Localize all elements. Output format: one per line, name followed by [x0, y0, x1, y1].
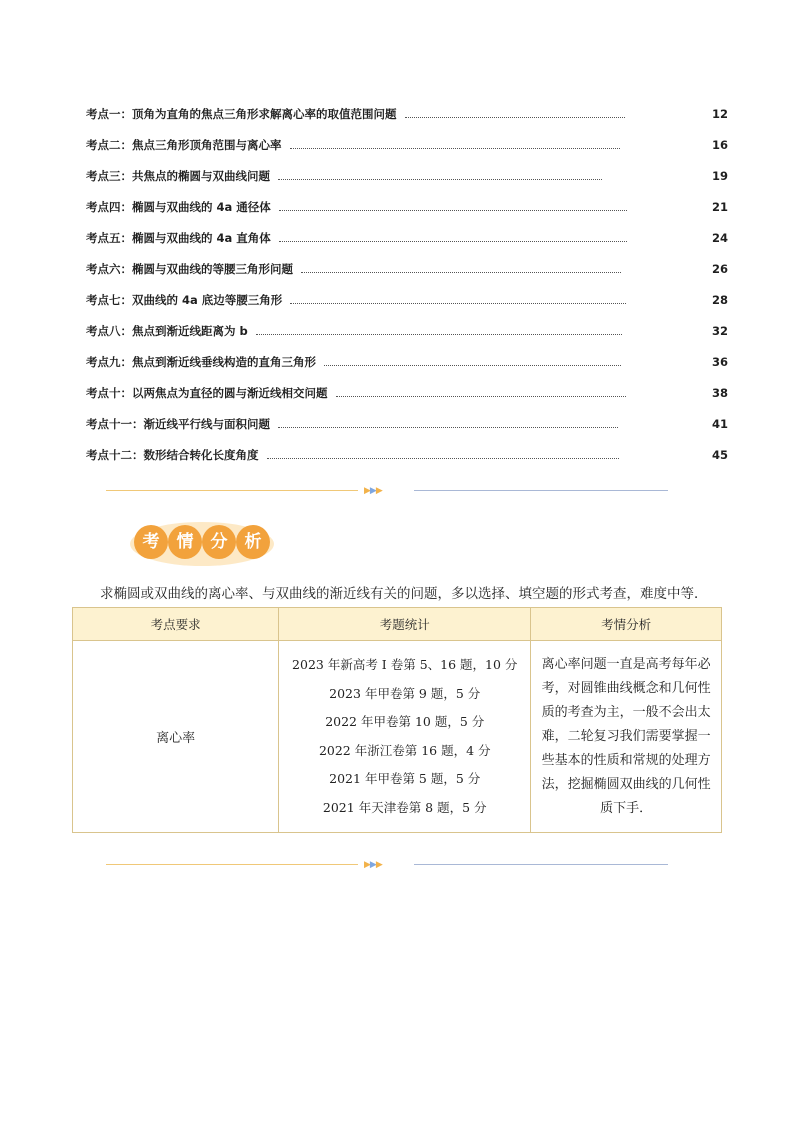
- toc-page-number: 45: [711, 447, 728, 462]
- toc-page-number: 32: [711, 323, 728, 338]
- badge-char: 析: [244, 532, 262, 552]
- divider-line-left: [106, 490, 358, 491]
- toc-entry-label: 考点一：顶角为直角的焦点三角形求解离心率的取值范围问题: [86, 106, 397, 121]
- stats-line: 2023 年甲卷第 9 题，5 分: [329, 685, 481, 701]
- stats-cell: [279, 641, 531, 833]
- toc-leader-dots: [405, 116, 625, 118]
- toc-entry[interactable]: [86, 408, 726, 439]
- badge-char: 考: [142, 532, 160, 552]
- toc-page-number: 28: [711, 292, 728, 307]
- toc-leader-dots: [290, 147, 620, 149]
- toc-leader-dots: [336, 395, 626, 397]
- section-heading-badge: [130, 520, 280, 566]
- column-header: 考情分析: [531, 608, 722, 641]
- section-divider: [106, 859, 668, 871]
- stats-line: 2021 年天津卷第 8 题，5 分: [322, 799, 487, 815]
- column-header: 考点要求: [73, 608, 279, 641]
- analysis-cell: [531, 641, 722, 833]
- stats-line: 2022 年甲卷第 10 题，5 分: [325, 714, 485, 729]
- table-header-row: [73, 608, 722, 641]
- table-row: [73, 641, 722, 833]
- toc-leader-dots: [278, 178, 602, 180]
- toc-entry[interactable]: [86, 284, 726, 315]
- toc-entry[interactable]: [86, 191, 726, 222]
- table-of-contents: [86, 98, 726, 470]
- divider-line-left: [106, 864, 358, 865]
- toc-leader-dots: [267, 457, 619, 459]
- arrow-right-icon: ▶▶▶: [364, 486, 382, 496]
- exam-analysis-table: [72, 607, 722, 833]
- toc-page-number: 16: [711, 137, 728, 152]
- toc-entry-label: 考点十二：数形结合转化长度角度: [86, 447, 259, 462]
- divider-line-right: [414, 864, 668, 865]
- toc-entry-label: 考点五：椭圆与双曲线的 4a 直角体: [86, 230, 271, 245]
- arrow-right-icon: ▶▶▶: [364, 860, 382, 870]
- toc-leader-dots: [324, 364, 621, 366]
- toc-leader-dots: [279, 209, 627, 211]
- section-intro-text: 求椭圆或双曲线的离心率、与双曲线的渐近线有关的问题，多以选择、填空题的形式考查，难度中等．: [100, 586, 708, 602]
- badge-char: 情: [176, 532, 194, 552]
- toc-page-number: 26: [711, 261, 728, 276]
- toc-entry[interactable]: [86, 315, 726, 346]
- toc-entry-label: 考点六：椭圆与双曲线的等腰三角形问题: [86, 261, 293, 276]
- toc-entry-label: 考点七：双曲线的 4a 底边等腰三角形: [86, 292, 283, 307]
- toc-page-number: 19: [711, 168, 728, 183]
- section-divider: [106, 485, 668, 497]
- toc-entry-label: 考点四：椭圆与双曲线的 4a 通径体: [86, 199, 271, 214]
- requirement-cell: 离心率: [73, 641, 279, 833]
- stats-line: 2023 年新高考 I 卷第 5、16 题，10 分: [292, 657, 518, 672]
- stats-line: 2022 年浙江卷第 16 题，4 分: [318, 742, 491, 758]
- toc-entry-label: 考点十：以两焦点为直径的圆与渐近线相交问题: [86, 385, 328, 400]
- toc-page-number: 24: [711, 230, 728, 245]
- toc-entry[interactable]: [86, 377, 726, 408]
- toc-entry[interactable]: [86, 129, 726, 160]
- toc-entry[interactable]: [86, 253, 726, 284]
- toc-entry[interactable]: [86, 160, 726, 191]
- divider-line-right: [414, 490, 668, 491]
- toc-entry[interactable]: [86, 439, 726, 470]
- toc-entry[interactable]: [86, 98, 726, 129]
- toc-leader-dots: [278, 426, 618, 428]
- toc-page-number: 12: [711, 106, 728, 121]
- toc-page-number: 21: [711, 199, 728, 214]
- stats-line: 2021 年甲卷第 5 题，5 分: [329, 771, 481, 786]
- analysis-text: 离心率问题一直是高考每年必考，对圆锥曲线概念和几何性质的考查为主，一般不会出太难，二轮复习我们需要掌握一些基本的性质和常规的处理方法，挖掘椭圆双曲线的几何性质下手．: [541, 656, 711, 816]
- toc-leader-dots: [290, 302, 626, 304]
- toc-page-number: 36: [711, 354, 728, 369]
- toc-entry-label: 考点二：焦点三角形顶角范围与离心率: [86, 137, 282, 152]
- toc-page-number: 38: [711, 385, 728, 400]
- toc-entry-label: 考点九：焦点到渐近线垂线构造的直角三角形: [86, 354, 316, 369]
- toc-page-number: 41: [711, 416, 728, 431]
- toc-entry-label: 考点八：焦点到渐近线距离为 b: [86, 323, 248, 338]
- toc-entry[interactable]: [86, 346, 726, 377]
- toc-entry-label: 考点三：共焦点的椭圆与双曲线问题: [86, 168, 270, 183]
- toc-entry[interactable]: [86, 222, 726, 253]
- toc-leader-dots: [301, 271, 621, 273]
- column-header: 考题统计: [279, 608, 531, 641]
- toc-leader-dots: [256, 333, 622, 335]
- toc-entry-label: 考点十一：渐近线平行线与面积问题: [86, 416, 270, 431]
- badge-char: 分: [210, 532, 228, 552]
- toc-leader-dots: [279, 240, 627, 242]
